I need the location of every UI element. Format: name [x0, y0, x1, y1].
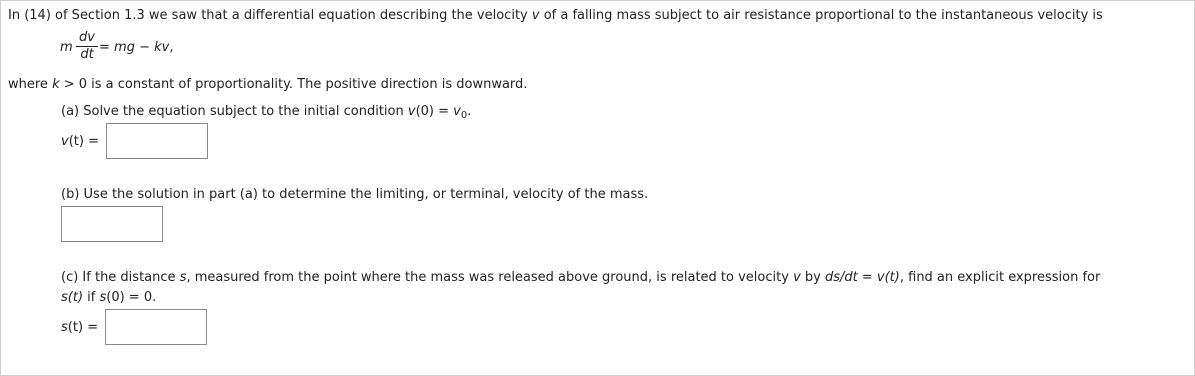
part-c-var-v: v — [793, 270, 801, 285]
part-c-prompt-line1 — [61, 270, 1100, 286]
part-a-cond-sub: 0 — [460, 110, 468, 121]
part-c-label-rest: (t) = — [67, 320, 99, 335]
part-c-st: s(t) — [61, 290, 84, 305]
part-c-text-d: = — [857, 270, 877, 285]
equation-comma: , — [169, 40, 174, 55]
part-c-ds-dt: ds/dt — [824, 270, 858, 285]
fraction-denominator: dt — [80, 47, 94, 62]
part-a-prompt — [61, 104, 471, 120]
equation-mg: mg — [114, 40, 135, 55]
intro-text-end: of a falling mass subject to air resistance proportional to the instantaneous velocity is — [539, 8, 1103, 23]
part-a-text: (a) Solve the equation subject to the initial condition — [61, 104, 408, 119]
part-a-cond-v0: v — [453, 104, 461, 119]
part-b-answer-input[interactable] — [61, 206, 163, 242]
part-c-prompt-line2 — [61, 290, 156, 306]
part-c-text-e: , find an explicit expression for — [899, 270, 1101, 285]
part-c-answer-input[interactable] — [105, 309, 207, 345]
part-c-vt: v(t) — [876, 270, 900, 285]
where-prefix: where — [8, 77, 53, 92]
equation-m: m — [60, 40, 73, 55]
fraction-numerator: dv — [79, 30, 95, 45]
part-c-label-s: s — [61, 320, 68, 335]
part-c-text-b: , measured from the point where the mass was released above ground, is related to velocity — [186, 270, 794, 285]
equation-lhs — [60, 40, 73, 56]
part-c-answer-label — [61, 320, 98, 336]
intro-text — [8, 8, 1103, 24]
part-a-label-rest: (t) = — [68, 134, 99, 149]
part-a-answer-label — [61, 134, 99, 150]
part-a-cond-mid: (0) = — [415, 104, 454, 119]
part-b-text: (b) Use the solution in part (a) to determine the limiting, or terminal, velocity of the mass. — [61, 187, 649, 202]
where-rest: > 0 is a constant of proportionality. The positive direction is downward. — [59, 77, 528, 92]
part-a-answer-input[interactable] — [106, 123, 208, 159]
equation-kv: kv — [154, 40, 170, 55]
equation-fraction — [76, 31, 98, 62]
where-text — [8, 77, 527, 93]
part-a-cond-v: v — [407, 104, 416, 119]
intro-var-v: v — [531, 8, 540, 23]
equation-rhs — [99, 40, 174, 56]
equation-equals: = — [99, 40, 115, 55]
equation-minus: − — [134, 40, 155, 55]
part-b-prompt — [61, 187, 648, 203]
intro-text-start: In (14) of Section 1.3 we saw that a differential equation describing the velocity — [8, 8, 532, 23]
part-c-text-c: by — [800, 270, 825, 285]
part-c-if: if — [83, 290, 100, 305]
part-a-label-v: v — [61, 134, 69, 149]
part-c-s0: s — [99, 290, 107, 305]
part-a-cond-end: . — [467, 104, 472, 119]
part-c-var-s: s — [179, 270, 187, 285]
where-var-k: k — [52, 77, 60, 92]
part-c-rest: (0) = 0. — [106, 290, 157, 305]
part-c-text-a: (c) If the distance — [61, 270, 180, 285]
